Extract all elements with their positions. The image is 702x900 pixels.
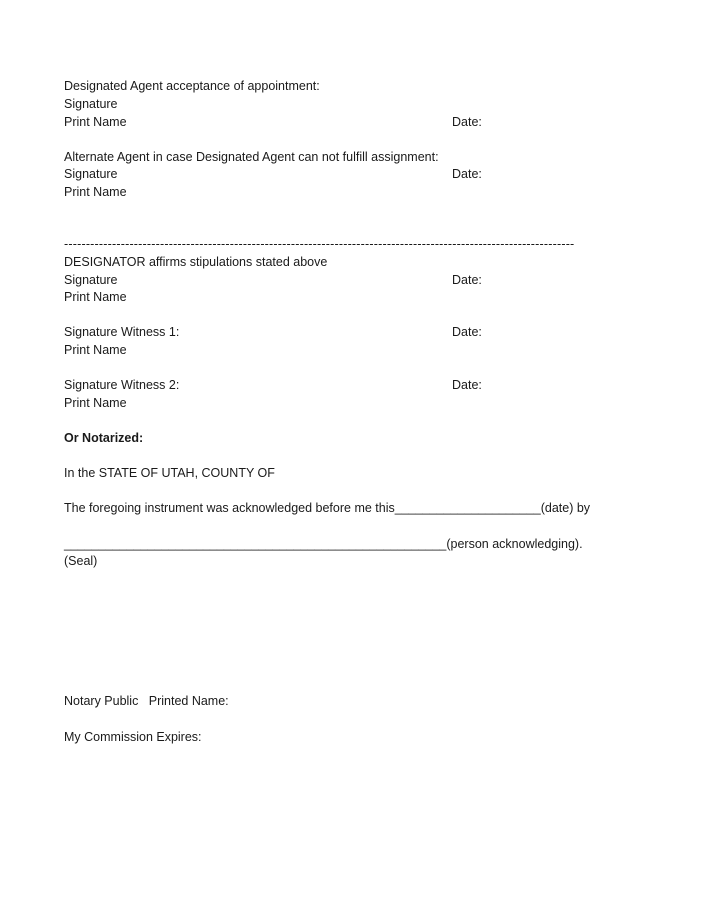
person-acknowledging-line: _______________________________________________________(person acknowledging). [64, 537, 583, 551]
alternate-agent-signature-label: Signature [64, 167, 118, 181]
designator-signature-label: Signature [64, 273, 118, 287]
designator-print-name-label: Print Name [64, 290, 127, 304]
witness2-signature-label: Signature Witness 2: [64, 378, 180, 392]
designated-agent-signature-label: Signature [64, 97, 118, 111]
notarized-heading: Or Notarized: [64, 431, 144, 445]
alternate-agent-print-name-label: Print Name [64, 185, 127, 199]
alternate-agent-title: Alternate Agent in case Designated Agent can not fulfill assignment: [64, 150, 439, 164]
designated-agent-date-label: Date: [452, 115, 482, 129]
designated-agent-acceptance-title: Designated Agent acceptance of appointment: [64, 79, 320, 93]
notary-printed-name-label: Notary Public Printed Name: [64, 694, 229, 708]
designator-date-label: Date: [452, 273, 482, 287]
state-county-line: In the STATE OF UTAH, COUNTY OF [64, 466, 275, 480]
designator-affirms-title: DESIGNATOR affirms stipulations stated above [64, 255, 328, 269]
alternate-agent-date-label: Date: [452, 167, 482, 181]
witness1-print-name-label: Print Name [64, 343, 127, 357]
commission-expires-label: My Commission Expires: [64, 730, 202, 744]
witness1-date-label: Date: [452, 325, 482, 339]
acknowledgment-date-line: The foregoing instrument was acknowledged before me this_____________________(date) by [64, 501, 591, 515]
dashed-separator: --------------------------------------------------------------------------------------------------------------------- [64, 238, 575, 250]
seal-label: (Seal) [64, 554, 98, 568]
designated-agent-print-name-label: Print Name [64, 115, 127, 129]
witness1-signature-label: Signature Witness 1: [64, 325, 180, 339]
witness2-date-label: Date: [452, 378, 482, 392]
witness2-print-name-label: Print Name [64, 396, 127, 410]
